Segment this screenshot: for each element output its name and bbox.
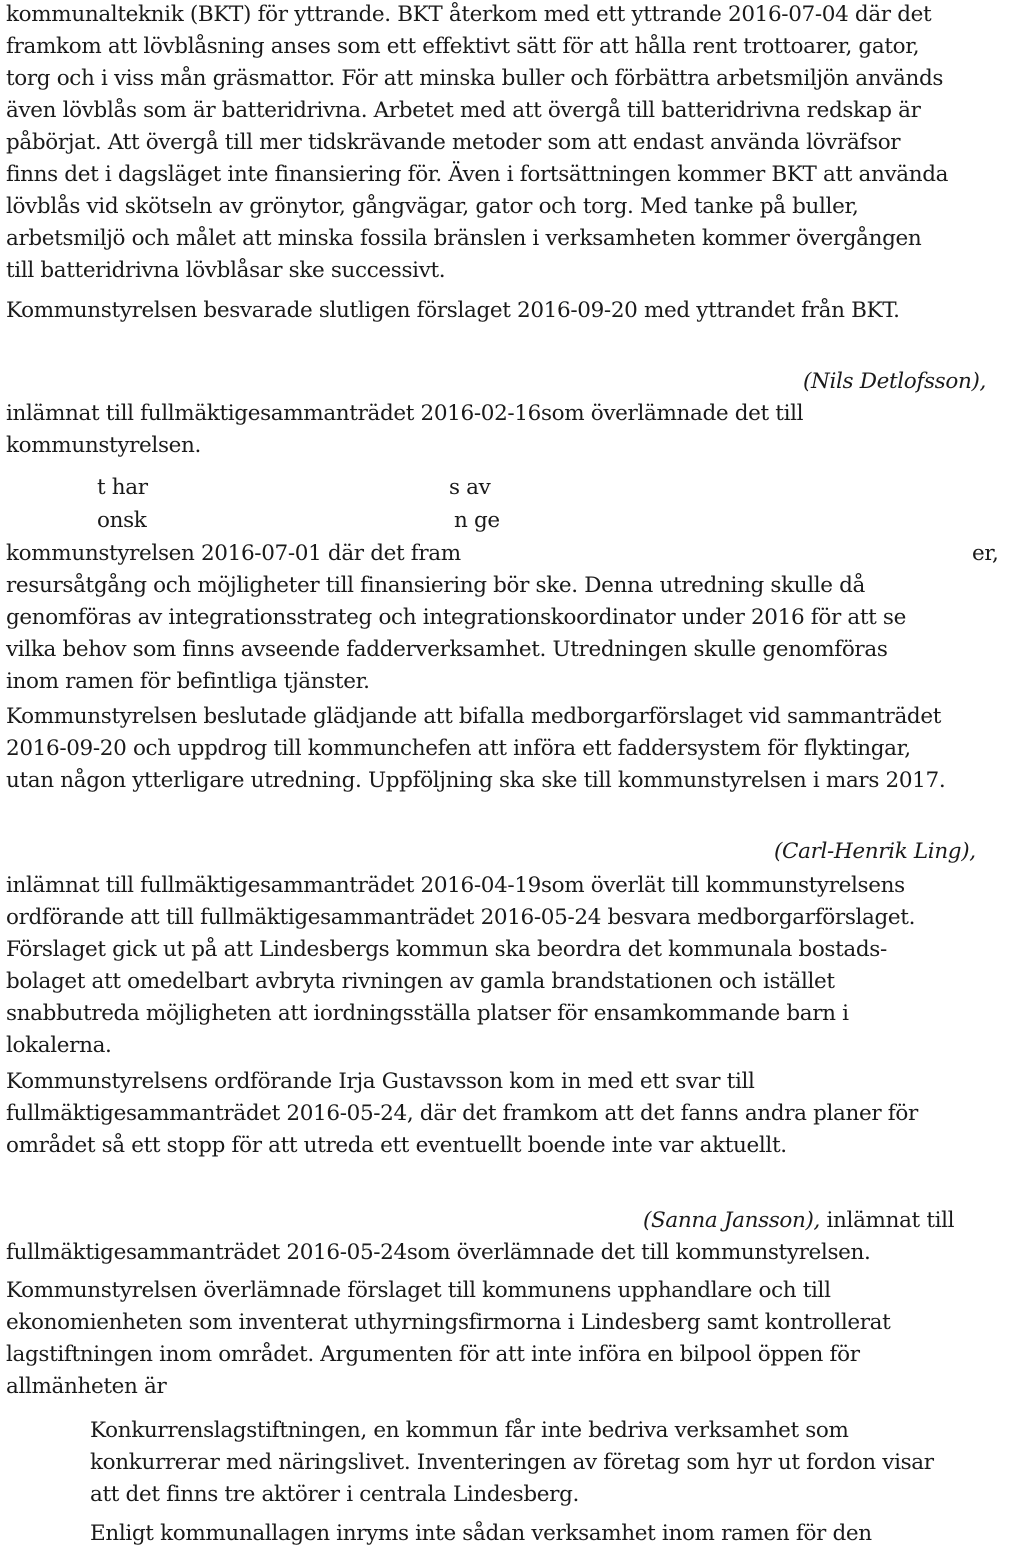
author-name: (Sanna Jansson), bbox=[643, 1208, 821, 1233]
text-line: fullmäktigesammanträdet 2016-05-24som överlämnade det till kommunstyrelsen. bbox=[6, 1240, 871, 1265]
text-line: vilka behov som finns avseende fadderverksamhet. Utredningen skulle genomföras bbox=[6, 637, 888, 662]
text-line: området så ett stopp för att utreda ett eventuellt boende inte var aktuellt. bbox=[6, 1133, 787, 1158]
text-line: kommunstyrelsen 2016-07-01 där det fram bbox=[6, 541, 461, 566]
text-line: utan någon ytterligare utredning. Uppföljning ska ske till kommunstyrelsen i mars 2017. bbox=[6, 768, 946, 793]
text-line: inom ramen för befintliga tjänster. bbox=[6, 669, 370, 694]
text-line: Kommunstyrelsen överlämnade förslaget till kommunens upphandlare och till bbox=[6, 1278, 831, 1303]
text-line: genomföras av integrationsstrateg och integrationskoordinator under 2016 för att se bbox=[6, 605, 906, 630]
text-fragment: er, bbox=[972, 541, 999, 566]
text-line: kommunstyrelsen. bbox=[6, 433, 201, 458]
text-line: Konkurrenslagstiftningen, en kommun får inte bedriva verksamhet som bbox=[90, 1418, 849, 1443]
text-line: 2016-09-20 och uppdrog till kommunchefen att införa ett faddersystem för flyktingar, bbox=[6, 736, 911, 761]
author-line bbox=[643, 1206, 954, 1236]
text-line: till batteridrivna lövblåsar ske successivt. bbox=[6, 258, 446, 283]
text-line: även lövblås som är batteridrivna. Arbetet med att övergå till batteridrivna redskap är bbox=[6, 98, 921, 123]
text-fragment: t har bbox=[97, 475, 148, 500]
text-line: resursåtgång och möjligheter till finansiering bör ske. Denna utredning skulle då bbox=[6, 573, 866, 598]
text-line: ordförande att till fullmäktigesammanträdet 2016-05-24 besvara medborgarförslaget. bbox=[6, 905, 916, 930]
text-line: Enligt kommunallagen inryms inte sådan verksamhet inom ramen för den bbox=[90, 1521, 872, 1546]
text-line: Kommunstyrelsen beslutade glädjande att bifalla medborgarförslaget vid sammanträdet bbox=[6, 704, 941, 729]
text-line: kommunalteknik (BKT) för yttrande. BKT återkom med ett yttrande 2016-07-04 där det bbox=[6, 2, 932, 27]
text-line: konkurrerar med näringslivet. Inventeringen av företag som hyr ut fordon visar bbox=[90, 1450, 934, 1475]
text-line: lokalerna. bbox=[6, 1033, 112, 1058]
text-line: påbörjat. Att övergå till mer tidskrävande metoder som att endast använda lövräfsor bbox=[6, 130, 901, 155]
text-line: finns det i dagsläget inte finansiering för. Även i fortsättningen kommer BKT att använda bbox=[6, 162, 949, 187]
text-line: allmänheten är bbox=[6, 1374, 167, 1399]
text-line: torg och i viss mån gräsmattor. För att minska buller och förbättra arbetsmiljön används bbox=[6, 66, 944, 91]
text-fragment: s av bbox=[449, 475, 491, 500]
text-line: ekonomienheten som inventerat uthyrningsfirmorna i Lindesberg samt kontrollerat bbox=[6, 1310, 891, 1335]
text-line: fullmäktigesammanträdet 2016-05-24, där det framkom att det fanns andra planer för bbox=[6, 1101, 918, 1126]
text-line: bolaget att omedelbart avbryta rivningen av gamla brandstationen och istället bbox=[6, 969, 835, 994]
text-fragment: onsk bbox=[97, 508, 147, 533]
text-line: att det finns tre aktörer i centrala Lindesberg. bbox=[90, 1482, 579, 1507]
author-tail: inlämnat till bbox=[820, 1208, 955, 1233]
text-line: inlämnat till fullmäktigesammanträdet 2016-04-19som överlät till kommunstyrelsens bbox=[6, 873, 905, 898]
text-line: framkom att lövblåsning anses som ett effektivt sätt för att hålla rent trottoarer, gator, bbox=[6, 34, 920, 59]
text-fragment: n ge bbox=[454, 508, 500, 533]
text-line: Kommunstyrelsens ordförande Irja Gustavsson kom in med ett svar till bbox=[6, 1069, 755, 1094]
author-name: (Nils Detlofsson), bbox=[803, 369, 986, 394]
text-line: Kommunstyrelsen besvarade slutligen förslaget 2016-09-20 med yttrandet från BKT. bbox=[6, 298, 900, 323]
text-line: lövblås vid skötseln av grönytor, gångvägar, gator och torg. Med tanke på buller, bbox=[6, 194, 859, 219]
text-line: Förslaget gick ut på att Lindesbergs kommun ska beordra det kommunala bostads- bbox=[6, 937, 887, 962]
text-line: inlämnat till fullmäktigesammanträdet 2016-02-16som överlämnade det till bbox=[6, 401, 804, 426]
text-line: lagstiftningen inom området. Argumenten för att inte införa en bilpool öppen för bbox=[6, 1342, 860, 1367]
text-line: arbetsmiljö och målet att minska fossila bränslen i verksamheten kommer övergången bbox=[6, 226, 922, 251]
text-line: snabbutreda möjligheten att iordningsställa platser för ensamkommande barn i bbox=[6, 1001, 849, 1026]
author-name: (Carl-Henrik Ling), bbox=[774, 839, 976, 864]
